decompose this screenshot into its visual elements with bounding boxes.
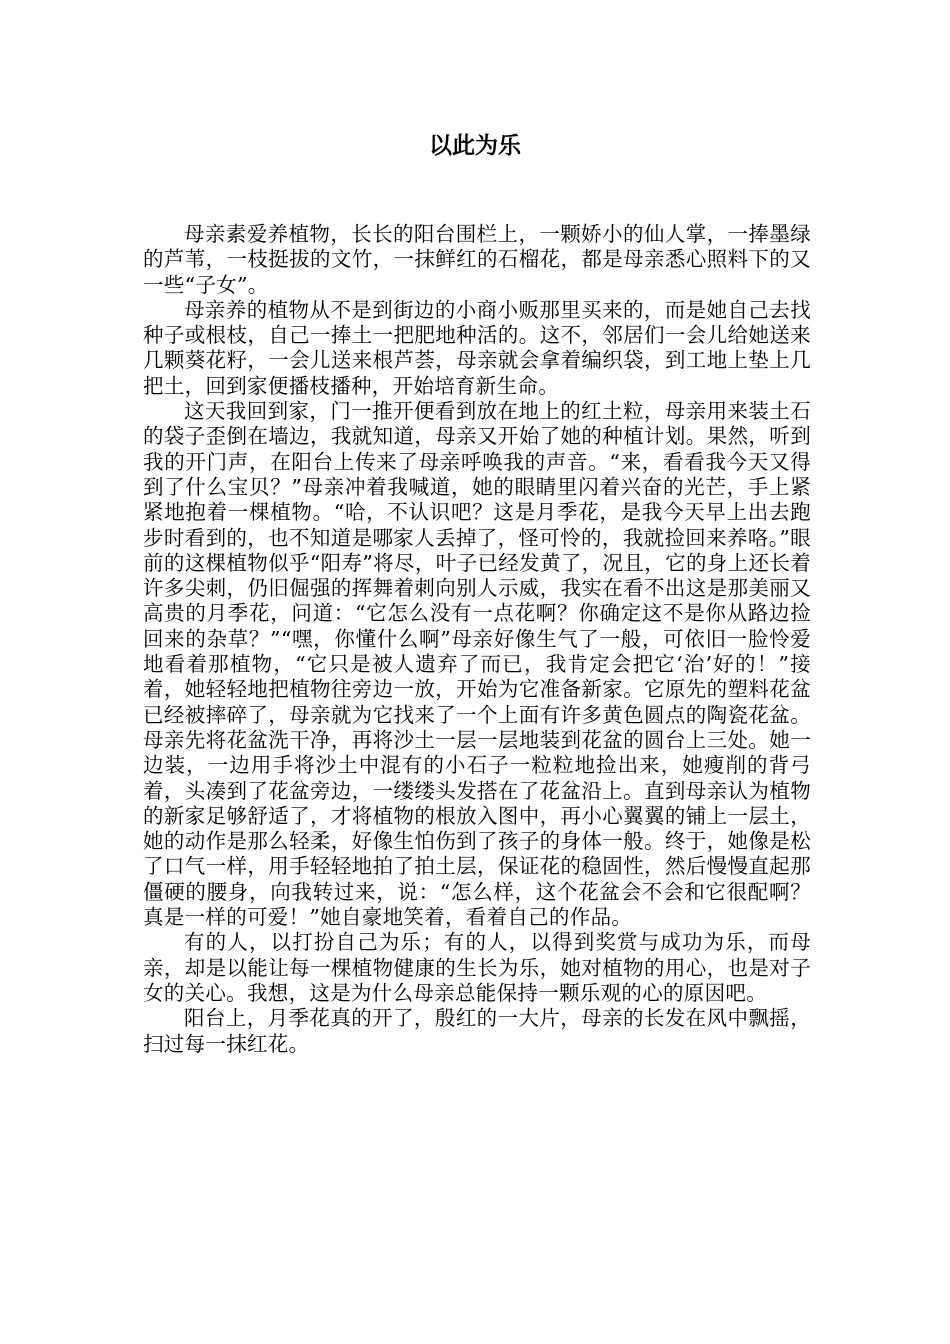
document-body: [143, 222, 811, 1057]
paragraph: 有的人，以打扮自己为乐；有的人，以得到奖赏与成功为乐，而母亲，却是以能让每一棵植物健康的生长为乐，她对植物的用心，也是对子女的关心。我想，这是为什么母亲总能保持一颗乐观的心的原因吧。: [143, 930, 811, 1005]
paragraph: 这天我回到家，门一推开便看到放在地上的红土粒，母亲用来装土石的袋子歪倒在墙边，我就知道，母亲又开始了她的种植计划。果然，听到我的开门声，在阳台上传来了母亲呼唤我的声音。“来，看看我今天又得到了什么宝贝？”母亲冲着我喊道，她的眼睛里闪着兴奋的光芒，手上紧紧地抱着一棵植物。“哈，不认识吧？这是月季花，是我今天早上出去跑步时看到的，也不知道是哪家人丢掉了，怪可怜的，我就捡回来养咯。”眼前的这棵植物似乎“阳寿”将尽，叶子已经发黄了，况且，它的身上还长着许多尖刺，仍旧倔强的挥舞着刺向别人示威，我实在看不出这是那美丽又高贵的月季花，问道：“它怎么没有一点花啊？你确定这不是你从路边捡回来的杂草？”“嘿，你懂什么啊”母亲好像生气了一般，可依旧一脸怜爱地看着那植物，“它只是被人遗弃了而已，我肯定会把它‘治’好的！”接着，她轻轻地把植物往旁边一放，开始为它准备新家。它原先的塑料花盆已经被摔碎了，母亲就为它找来了一个上面有许多黄色圆点的陶瓷花盆。母亲先将花盆洗干净，再将沙土一层一层地装到花盆的圆台上三处。她一边装，一边用手将沙土中混有的小石子一粒粒地捡出来，她瘦削的背弓着，头凑到了花盆旁边，一缕缕头发搭在了花盆沿上。直到母亲认为植物的新家足够舒适了，才将植物的根放入图中，再小心翼翼的铺上一层土，她的动作是那么轻柔，好像生怕伤到了孩子的身体一般。终于，她像是松了口气一样，用手轻轻地拍了拍土层，保证花的稳固性，然后慢慢直起那僵硬的腰身，向我转过来，说：“怎么样，这个花盆会不会和它很配啊？真是一样的可爱！”她自豪地笑着，看着自己的作品。: [143, 399, 811, 930]
paragraph: 母亲素爱养植物，长长的阳台围栏上，一颗娇小的仙人掌，一捧墨绿的芦苇，一枝挺拔的文竹，一抹鲜红的石榴花，都是母亲悉心照料下的又一些“子女”。: [143, 222, 811, 297]
paragraph: 阳台上，月季花真的开了，殷红的一大片，母亲的长发在风中飘摇，扫过每一抹红花。: [143, 1006, 811, 1056]
paragraph: 母亲养的植物从不是到街边的小商小贩那里买来的，而是她自己去找种子或根枝，自己一捧土一把肥地种活的。这不，邻居们一会儿给她送来几颗葵花籽，一会儿送来根芦荟，母亲就会拿着编织袋，到工地上垫上几把土，回到家便播枝播种，开始培育新生命。: [143, 297, 811, 398]
document-title: 以此为乐: [429, 133, 521, 159]
